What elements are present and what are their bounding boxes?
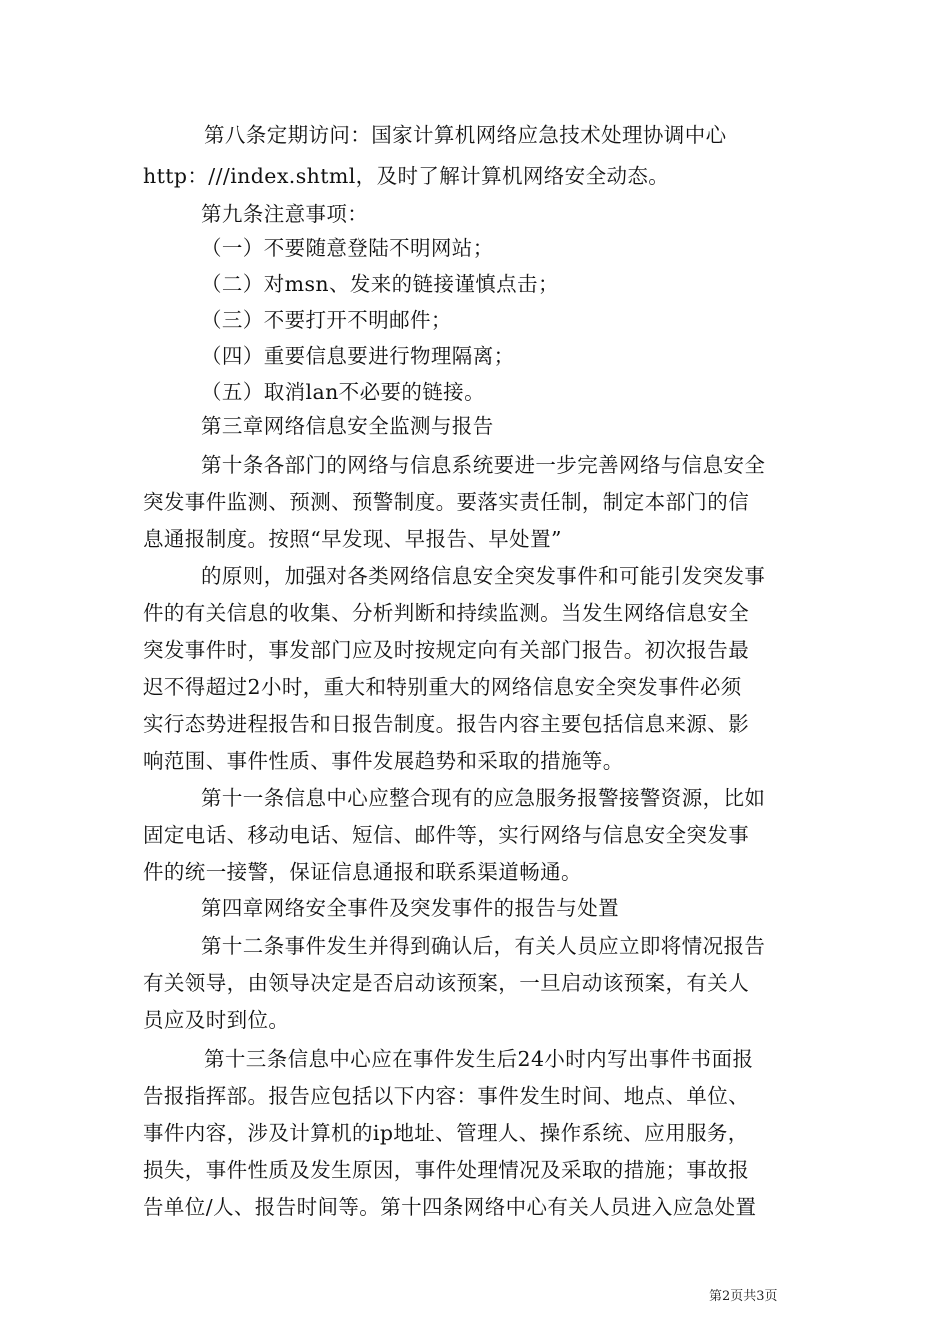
text-line: （三）不要打开不明邮件； [201, 308, 452, 332]
page-number: 第2页共3页 [709, 1289, 778, 1304]
text-line: 损失，事件性质及发生原因，事件处理情况及采取的措施；事故报 [143, 1158, 750, 1182]
chapter-heading: 第四章网络安全事件及突发事件的报告与处置 [201, 896, 619, 920]
text-line: 突发事件监测、预测、预警制度。要落实责任制，制定本部门的信 [143, 490, 750, 514]
text-line: （四）重要信息要进行物理隔离； [201, 344, 515, 368]
text-line: 件的有关信息的收集、分析判断和持续监测。当发生网络信息安全 [143, 601, 750, 625]
text-line: 迟不得超过2小时，重大和特别重大的网络信息安全突发事件必须 [143, 675, 742, 699]
text-line: 事件内容，涉及计算机的ip地址、管理人、操作系统、应用服务， [143, 1121, 749, 1145]
text-line: （一）不要随意登陆不明网站； [201, 236, 494, 260]
text-line: 有关领导，由领导决定是否启动该预案，一旦启动该预案，有关人 [143, 971, 750, 995]
text-line: 第八条定期访问：国家计算机网络应急技术处理协调中心 [204, 123, 727, 147]
text-line: 件的统一接警，保证信息通报和联系渠道畅通。 [143, 860, 582, 884]
text-line: （五）取消lan不必要的链接。 [201, 380, 485, 404]
text-line: http：///index.shtml，及时了解计算机网络安全动态。 [143, 164, 670, 188]
text-line: 第十三条信息中心应在事件发生后24小时内写出事件书面报 [204, 1047, 754, 1071]
text-line: （二）对msn、发来的链接谨慎点击； [201, 272, 559, 296]
text-line: 响范围、事件性质、事件发展趋势和采取的措施等。 [143, 749, 624, 773]
text-line: 的原则，加强对各类网络信息安全突发事件和可能引发突发事 [201, 564, 766, 588]
text-line: 告报指挥部。报告应包括以下内容：事件发生时间、地点、单位、 [143, 1084, 750, 1108]
chapter-heading: 第三章网络信息安全监测与报告 [201, 414, 494, 438]
text-line: 第十条各部门的网络与信息系统要进一步完善网络与信息安全 [201, 453, 766, 477]
text-line: 实行态势进程报告和日报告制度。报告内容主要包括信息来源、影 [143, 712, 750, 736]
text-line: 第十二条事件发生并得到确认后，有关人员应立即将情况报告 [201, 934, 766, 958]
text-line: 突发事件时，事发部门应及时按规定向有关部门报告。初次报告最 [143, 638, 750, 662]
text-line: 第十一条信息中心应整合现有的应急服务报警接警资源，比如 [201, 786, 766, 810]
text-line: 息通报制度。按照“早发现、早报告、早处置” [143, 527, 562, 551]
text-line: 第九条注意事项： [201, 202, 369, 226]
text-line: 员应及时到位。 [143, 1008, 290, 1032]
text-line: 固定电话、移动电话、短信、邮件等，实行网络与信息安全突发事 [143, 823, 750, 847]
text-line: 告单位/人、报告时间等。第十四条网络中心有关人员进入应急处置 [143, 1195, 757, 1219]
